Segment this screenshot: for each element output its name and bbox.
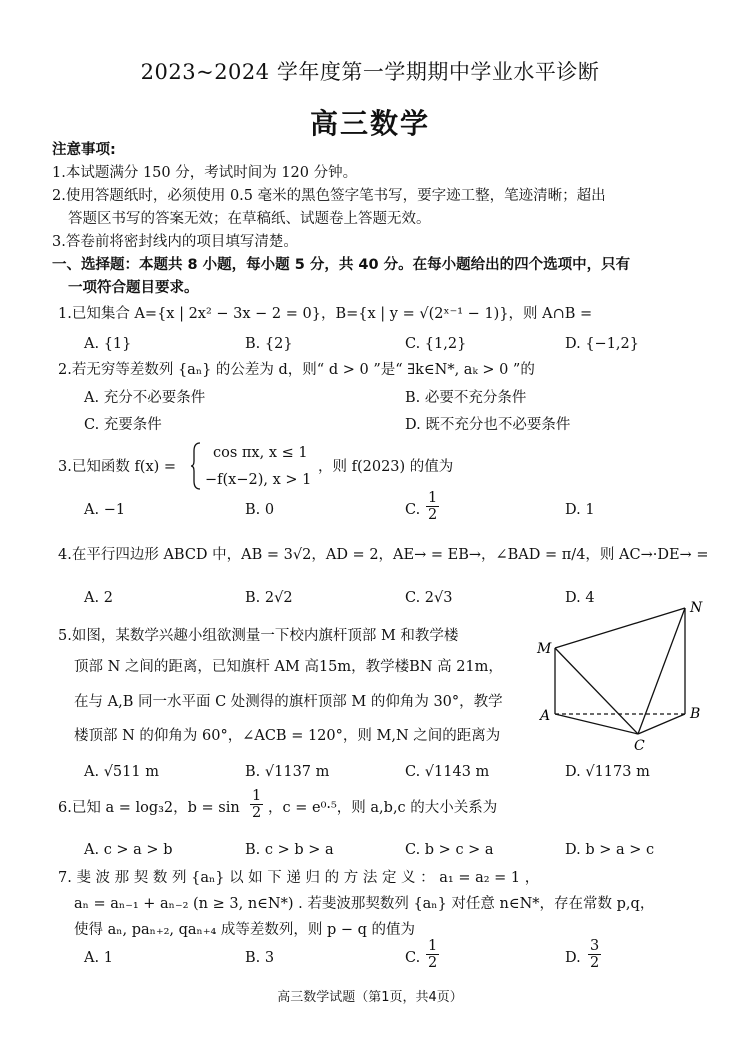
fig-label-m: M <box>537 641 552 657</box>
q5-figure <box>530 596 715 756</box>
q6-stem-pre: 6.已知 a = log₃2，b = sin <box>58 800 240 816</box>
q3-option-c-num: 1 <box>428 490 438 506</box>
q1-option-c: C. {1,2} <box>405 336 467 352</box>
q6-option-a: A. c > a > b <box>84 842 173 858</box>
notice-item-1: 1.本试题满分 150 分，考试时间为 120 分钟。 <box>52 165 358 181</box>
q5-option-c: C. √1143 m <box>405 764 490 780</box>
q4-option-d: D. 4 <box>565 590 595 606</box>
q4-option-b: B. 2√2 <box>245 590 293 606</box>
fig-line-ac <box>555 714 638 734</box>
q2-stem: 2.若无穷等差数列 {aₙ} 的公差为 d，则“ d > 0 ”是“ ∃k∈N*, aₖ > 0 ”的 <box>58 362 535 378</box>
q3-option-a: A. −1 <box>84 502 126 518</box>
q3-stem-post: ，则 f(2023) 的值为 <box>318 459 454 475</box>
q7-option-c-den: 2 <box>428 955 438 971</box>
q5-line-1: 5.如图，某数学兴趣小组欲测量一下校内旗杆顶部 M 和教学楼 <box>58 628 459 644</box>
exam-title: 2023~2024 学年度第一学期期中学业水平诊断 <box>140 60 600 84</box>
page-footer: 高三数学试题（第1页，共4页） <box>277 990 463 1005</box>
fig-line-bc <box>638 714 685 734</box>
q7-option-c-num: 1 <box>428 938 438 954</box>
q2-option-c: C. 充要条件 <box>84 417 162 433</box>
q6-fraction <box>250 788 263 821</box>
q6-frac-den: 2 <box>252 805 262 821</box>
fig-line-mn <box>555 608 685 648</box>
section-heading: 一、选择题：本题共 8 小题，每小题 5 分，共 40 分。在每小题给出的四个选项中，只有 <box>52 257 631 273</box>
notice-item-2: 2.使用答题纸时，必须使用 0.5 毫米的黑色签字笔书写，要字迹工整，笔迹清晰；超出 <box>52 188 606 204</box>
fig-label-c: C <box>634 738 645 754</box>
q3-brace-icon <box>190 441 202 491</box>
fig-label-a: A <box>540 708 551 724</box>
q2-option-d: D. 既不充分也不必要条件 <box>405 417 571 433</box>
q3-stem-pre: 3.已知函数 f(x) = <box>58 459 177 475</box>
q6-frac-num: 1 <box>252 788 262 804</box>
q5-option-a: A. √511 m <box>84 764 159 780</box>
q7-line-3: 使得 aₙ, paₙ₊₂, qaₙ₊₄ 成等差数列，则 p − q 的值为 <box>74 922 416 938</box>
notice-item-3: 3.答卷前将密封线内的项目填写清楚。 <box>52 234 298 250</box>
q7-option-b: B. 3 <box>245 950 275 966</box>
q7-option-c-fraction <box>426 938 439 971</box>
q3-option-d: D. 1 <box>565 502 595 518</box>
q2-option-b: B. 必要不充分条件 <box>405 390 527 406</box>
section-heading-cont: 一项符合题目要求。 <box>68 280 199 296</box>
q3-option-c: C. <box>405 502 421 518</box>
notice-item-2-cont: 答题区书写的答案无效；在草稿纸、试题卷上答题无效。 <box>68 211 431 227</box>
q3-case-2: −f(x−2), x > 1 <box>205 472 312 488</box>
q6-option-d: D. b > a > c <box>565 842 655 858</box>
q1-option-b: B. {2} <box>245 336 293 352</box>
q7-line-1: 7. 斐 波 那 契 数 列 {aₙ} 以 如 下 递 归 的 方 法 定 义 ： a₁ = a₂ = 1 ， <box>58 870 540 886</box>
q6-option-b: B. c > b > a <box>245 842 334 858</box>
q2-option-a: A. 充分不必要条件 <box>84 390 206 406</box>
q6-stem-post: ，c = e⁰·⁵，则 a,b,c 的大小关系为 <box>268 800 498 816</box>
q5-option-d: D. √1173 m <box>565 764 650 780</box>
q4-option-a: A. 2 <box>84 590 113 606</box>
fig-line-mc <box>555 648 638 734</box>
subject-title: 高三数学 <box>309 107 430 140</box>
fig-label-n: N <box>690 600 703 616</box>
fig-line-nc <box>638 608 685 734</box>
q7-option-d: D. <box>565 950 581 966</box>
q6-option-c: C. b > c > a <box>405 842 494 858</box>
q7-option-c: C. <box>405 950 421 966</box>
q3-case-1: cos πx, x ≤ 1 <box>213 445 308 461</box>
q3-option-b: B. 0 <box>245 502 275 518</box>
q3-option-c-fraction <box>426 490 439 523</box>
q7-line-2: aₙ = aₙ₋₁ + aₙ₋₂ (n ≥ 3, n∈N*) . 若斐波那契数列 {aₙ} 对任意 n∈N*，存在常数 p,q， <box>74 896 655 912</box>
q7-option-d-fraction <box>588 938 601 971</box>
q1-stem: 1.已知集合 A={x | 2x² − 3x − 2 = 0}，B={x | y = √(2ˣ⁻¹ − 1)}，则 A∩B = <box>58 306 593 322</box>
q7-option-d-den: 2 <box>590 955 600 971</box>
q5-line-4: 楼顶部 N 的仰角为 60°，∠ACB = 120°，则 M,N 之间的距离为 <box>74 728 501 744</box>
q4-option-c: C. 2√3 <box>405 590 453 606</box>
q7-option-d-num: 3 <box>590 938 600 954</box>
q1-option-d: D. {−1,2} <box>565 336 639 352</box>
fig-label-b: B <box>690 706 701 722</box>
q5-line-3: 在与 A,B 同一水平面 C 处测得的旗杆顶部 M 的仰角为 30°，教学 <box>74 694 503 710</box>
q3-option-c-den: 2 <box>428 507 438 523</box>
q5-line-2: 顶部 N 之间的距离，已知旗杆 AM 高15m，教学楼BN 高 21m， <box>74 659 503 675</box>
q5-option-b: B. √1137 m <box>245 764 330 780</box>
q1-option-a: A. {1} <box>84 336 132 352</box>
q7-option-a: A. 1 <box>84 950 113 966</box>
q4-stem: 4.在平行四边形 ABCD 中，AB = 3√2，AD = 2，AE→ = EB→，∠BAD = π/4，则 AC→·DE→ = <box>58 547 709 563</box>
notice-heading: 注意事项: <box>52 142 116 158</box>
